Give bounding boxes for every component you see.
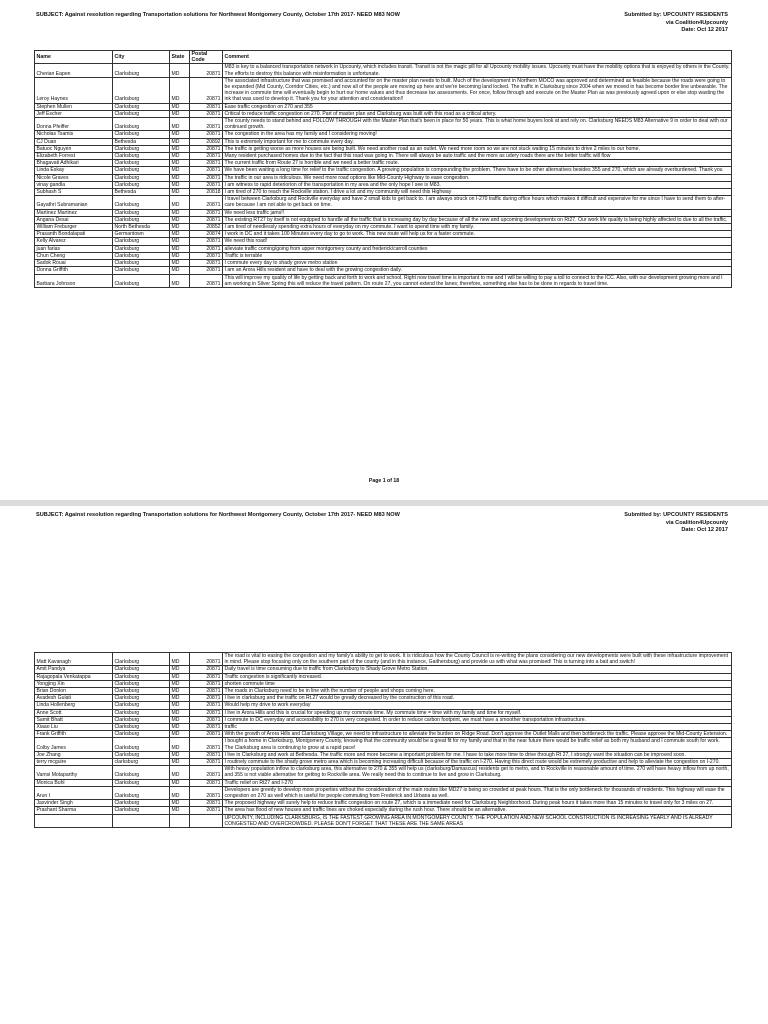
cell-comment: shorten commute time (223, 680, 732, 687)
cell-comment: The county needs to stand behind and FOLLOW THROUGH with the Master Plan that's been in place for 50 years. This is what home buyers look at and rely on. Clarksburg NEEDS M83 Alternative 9 in order to deal with our continued growth. (223, 118, 732, 131)
cell-postal-code: 20871 (190, 103, 223, 110)
cell-city: Clarksburg (113, 216, 170, 223)
cell-name: Arun I (35, 786, 113, 799)
cell-state: MD (170, 751, 190, 758)
cell-postal-code: 20818 (190, 189, 223, 196)
cell-comment: We have been waiting a long time for relief to the traffic congestion. A growing population is compounding the problem. There have to be other alternatives besides 355 and 270, which are already overburdened. Thank you (223, 167, 732, 174)
cell-city: Clarksburg (113, 245, 170, 252)
table-row (35, 153, 732, 160)
cell-state: MD (170, 724, 190, 731)
cell-state: MD (170, 181, 190, 188)
cell-state: MD (170, 209, 190, 216)
cell-city: Clarksburg (113, 800, 170, 807)
cell-name: Bhagavati Adhikari (35, 160, 113, 167)
cell-name: Gayathri Subramanian (35, 196, 113, 209)
cell-city: Clarksburg (113, 118, 170, 131)
cell-name: Prashant Sharma (35, 807, 113, 814)
cell-postal-code: 20871 (190, 666, 223, 673)
cell-postal-code: 20871 (190, 759, 223, 766)
submitted-by: Submitted by: UPCOUNTY RESIDENTS (624, 512, 728, 518)
table-row (35, 231, 732, 238)
cell-postal-code: 20871 (190, 274, 223, 287)
cell-comment: I am an Arora Hills resident and have to deal with the growing congestion daily. (223, 267, 732, 274)
cell-name: Cherian Eapen (35, 64, 113, 77)
cell-state: MD (170, 695, 190, 702)
cell-state: MD (170, 800, 190, 807)
table-row (35, 666, 732, 673)
cell-city: Clarksburg (113, 174, 170, 181)
column-header-name: Name (35, 51, 113, 64)
cell-name: juan farias (35, 245, 113, 252)
cell-city: Clarksburg (113, 688, 170, 695)
cell-postal-code: 20871 (190, 209, 223, 216)
cell-name: Matt Kavanagh (35, 653, 113, 666)
cell-postal-code: 20871 (190, 786, 223, 799)
cell-name: Joe Zhang (35, 751, 113, 758)
cell-postal-code: 20871 (190, 702, 223, 709)
cell-postal-code: 20871 (190, 131, 223, 138)
cell-name: Xiaao Liu (35, 724, 113, 731)
cell-city: Clarksburg (113, 695, 170, 702)
cell-postal-code: 20871 (190, 245, 223, 252)
cell-postal-code: 20871 (190, 160, 223, 167)
cell-city: Clarksburg (113, 738, 170, 751)
cell-comment: The traffic is getting worse as more houses are being built. We need another road as an outlet. We need more room so we are not stuck waiting 15 minutes to drive 2 miles to our home. (223, 145, 732, 152)
submitted-via: via Coalition4Upcounty (665, 519, 728, 526)
cell-name: Stephen Mullen (35, 103, 113, 110)
table-row (35, 724, 732, 731)
cell-postal-code: 20852 (190, 224, 223, 231)
subject-line: SUBJECT: Against resolution regarding Transportation solutions for Northwest Montgomery County, October 17th 2017- NEED M83 NOW (36, 512, 400, 518)
cell-comment: Traffic relief on Rt27 and I-270 (223, 779, 732, 786)
cell-name (35, 814, 113, 827)
submitted-via: via Coalition4Upcounty (665, 19, 728, 26)
cell-name: Colby James (35, 738, 113, 751)
cell-state: MD (170, 103, 190, 110)
cell-city: Clarksburg (113, 666, 170, 673)
cell-comment: I am tired of needlessly spending extra hours of everyday on my commute. I want to spend time with my family. (223, 224, 732, 231)
cell-state: MD (170, 260, 190, 267)
table-row (35, 196, 732, 209)
cell-postal-code: 20871 (190, 174, 223, 181)
cell-state: MD (170, 731, 190, 738)
cell-name: Jeff Escher (35, 110, 113, 117)
table-row (35, 653, 732, 666)
column-header-postal-code: Postal Code (190, 51, 223, 64)
cell-name: Batuoc Nguyen (35, 145, 113, 152)
cell-state: MD (170, 216, 190, 223)
cell-comment: With the growth of Arora Hills and Clarksburg Village, we need to infrastructure to alleviate the burden on Ridge Road. Don't approve the Outlet Malls and then bottleneck the traffic. Please approve the Mid-County Extension. (223, 731, 732, 738)
cell-name: Subhash S (35, 189, 113, 196)
cell-comment: With heavy population inflow to clarksburg area, this alternative to 270 & 355 will help us (clarksburg/Damascus) residents get to metro, and to Rockville in reasonable amount of time. 270 will have heavy inflow from up north, and 355 is not viable alternative for getting to Rockville area. We really need this to continue to live and grow in Clarksburg. (223, 766, 732, 779)
cell-postal-code (190, 814, 223, 827)
cell-postal-code: 20871 (190, 688, 223, 695)
cell-city: Bethesda (113, 138, 170, 145)
comments-table-page-2 (34, 652, 732, 828)
cell-state: MD (170, 688, 190, 695)
cell-city: Bethesda (113, 189, 170, 196)
table-row (35, 800, 732, 807)
table-row (35, 181, 732, 188)
table-row (35, 814, 732, 827)
cell-state: MD (170, 238, 190, 245)
table-row (35, 252, 732, 259)
cell-comment: I commute every day to shady grove metro station (223, 260, 732, 267)
cell-name: Prasanth Bondalapati (35, 231, 113, 238)
cell-comment: This will improve my quality of life by getting back and forth to work and school. Right now travel time is important to me and I will be willing to pay a toll to connect to the ICC. Also, with our development growing more and I am working in Silver Spring this will reduce the travel pattern. On route 27, you cannot extend the lanes; therefore, something else has to be done in regards to travel time. (223, 274, 732, 287)
cell-comment: Traffic congestion is significantly increased. (223, 673, 732, 680)
cell-city: North Bethesda (113, 224, 170, 231)
cell-city: Clarksburg (113, 267, 170, 274)
cell-name: Kelly Alvarez (35, 238, 113, 245)
cell-state: MD (170, 759, 190, 766)
cell-comment: I live in clarksburg and the traffic on Rt.27 would be greatly decreased by the construction of this road. (223, 695, 732, 702)
cell-state: MD (170, 673, 190, 680)
cell-state: MD (170, 160, 190, 167)
cell-city: Clarksburg (113, 252, 170, 259)
cell-comment: The congestion in the area has my family and I considering moving! (223, 131, 732, 138)
cell-city: clarksburg (113, 759, 170, 766)
cell-comment: Daily travel is time consuming due to traffic from Clarksburg to Shady Grove Metro Station. (223, 666, 732, 673)
table-row (35, 751, 732, 758)
table-row (35, 224, 732, 231)
cell-city: Clarksburg (113, 274, 170, 287)
table-row (35, 103, 732, 110)
cell-name: Yongjing Xin (35, 680, 113, 687)
cell-city: Clarksburg (113, 724, 170, 731)
cell-comment: We need less traffic jams!! (223, 209, 732, 216)
cell-comment: The proposed highway will surely help to reduce traffic congestion on route 27, which is a immediate need for Clarksburg Neighborhood. During peak hours it takes more than 15 minutes to travel only for 3 miles on 27. (223, 800, 732, 807)
table-body-page-2 (35, 653, 732, 828)
cell-city: Clarksburg (113, 209, 170, 216)
table-header-row (35, 51, 732, 64)
cell-state: MD (170, 653, 190, 666)
table-row (35, 779, 732, 786)
cell-city: Clarksburg (113, 238, 170, 245)
cell-name: Nicole Graves (35, 174, 113, 181)
cell-postal-code: 20871 (190, 118, 223, 131)
cell-comment: The road is vital to easing the congestion and my family's ability to get to work. It is ridiculous how the County Council is re-writing the plans considering our new developments were built with these infrastructure improvement in mind. Please stop focusing only on the southern part of the county (and in this instance, Gaithersburg) and provide us with what was promised! This is turning into a bait and switch! (223, 653, 732, 666)
cell-name: Brian Donlon (35, 688, 113, 695)
cell-postal-code: 20871 (190, 800, 223, 807)
submission-date: Date: Oct 12 2017 (681, 27, 728, 34)
cell-name: Frank Griffith (35, 731, 113, 738)
subject-line: SUBJECT: Against resolution regarding Transportation solutions for Northwest Montgomery County, October 17th 2017- NEED M83 NOW (36, 12, 400, 18)
cell-comment: I live in Clarksburg and work at Bethesda. The traffic more and more become a important problem for me. I have to take more time to drive through Rt 27, I strongly want the situation can be improved soon. (223, 751, 732, 758)
cell-postal-code: 20871 (190, 751, 223, 758)
cell-state: MD (170, 174, 190, 181)
cell-name: Jasvinder Singh (35, 800, 113, 807)
cell-name: CJ Duan (35, 138, 113, 145)
cell-postal-code: 20892 (190, 138, 223, 145)
table-row (35, 731, 732, 738)
cell-comment: Ease traffic congestion on 270 and 355 (223, 103, 732, 110)
cell-city: Clarksburg (113, 196, 170, 209)
cell-comment: Would help my drive to work everyday (223, 702, 732, 709)
cell-name: Linda Eskay (35, 167, 113, 174)
cell-state (170, 814, 190, 827)
cell-comment: I work in DC and it takes 100 Minutes every day to go to work. This new route will help us for a faster commute. (223, 231, 732, 238)
table-row (35, 64, 732, 77)
table-row (35, 174, 732, 181)
cell-postal-code: 20871 (190, 252, 223, 259)
cell-city: Clarksburg (113, 160, 170, 167)
cell-postal-code: 20871 (190, 738, 223, 751)
cell-comment: I travel between Clarksburg and Rockville everyday and have 2 small kids to get back to. I am always struck on I-270 traffic during office hours which makes it difficult and expensive for me since I have to send them to after-care because I am not able to get back on time. (223, 196, 732, 209)
cell-postal-code: 20871 (190, 680, 223, 687)
cell-name: Elizabeth Forrest (35, 153, 113, 160)
cell-city: Clarksburg (113, 260, 170, 267)
cell-comment: The area has flood of new houses and traffic lines are choked especially during the rush hour. There should be an alternative. (223, 807, 732, 814)
table-row (35, 807, 732, 814)
submission-info (548, 12, 728, 35)
cell-city: Clarksburg (113, 131, 170, 138)
cell-state: MD (170, 786, 190, 799)
cell-comment: This is extremely important for me to commute every day. (223, 138, 732, 145)
cell-comment: I am tired of 270 to reach the Rockville station. I drive a lot and my community will need this Highway (223, 189, 732, 196)
cell-comment: traffic (223, 724, 732, 731)
cell-name: terry mcguire (35, 759, 113, 766)
document-page-1 (0, 0, 768, 500)
submitted-by: Submitted by: UPCOUNTY RESIDENTS (624, 12, 728, 18)
cell-comment: I bought a home in Clarksburg, Montgomery County, knowing that the community would be a great fit for my family and that in the near future there would be traffic relief as both my husband and I commute south for work. The Clarksburg area is continuing to grow at a rapid pace! (223, 738, 732, 751)
cell-name: Rajagopala Venkatappa (35, 673, 113, 680)
table-row (35, 145, 732, 152)
table-row (35, 118, 732, 131)
cell-postal-code: 20871 (190, 779, 223, 786)
cell-state: MD (170, 267, 190, 274)
cell-name: Donna Pfeiffer (35, 118, 113, 131)
submission-info (548, 512, 728, 535)
cell-city: Clarksburg (113, 680, 170, 687)
cell-state: MD (170, 766, 190, 779)
cell-postal-code: 20871 (190, 267, 223, 274)
cell-state: MD (170, 716, 190, 723)
cell-postal-code: 20871 (190, 110, 223, 117)
cell-comment: The associated infrastructure that was promised and accounted for on the master plan needs to built. Much of the development in Northern MOCO was approved and determined as feasible because the roads were going to be expanded (Mid County, Corridor Cities, etc.) and now all of the people are moving up here and we're becoming land locked. The traffic in Clarksburg since 2004 when we moved in has become border line unbearable. The increase in commute time will eventually begin to hurt our home values and thus decrease tax assessments. For once, follow through and execute on the Master Plan as was previously agreed upon or else stop wasting the ink that was used to develop it. Thank you for your attention and consideration!! (223, 77, 732, 103)
cell-postal-code: 20871 (190, 77, 223, 103)
cell-city: Clarksburg (113, 786, 170, 799)
cell-state: MD (170, 77, 190, 103)
cell-comment: The traffic in our area is ridiculous. We need more road options like Mid-County Highway to ease congestion. (223, 174, 732, 181)
cell-postal-code: 20871 (190, 673, 223, 680)
table-row (35, 688, 732, 695)
table-row (35, 766, 732, 779)
cell-postal-code: 20871 (190, 238, 223, 245)
table-row (35, 702, 732, 709)
cell-postal-code: 20871 (190, 216, 223, 223)
cell-state: MD (170, 738, 190, 751)
cell-comment: alleviate traffic coming/going from upper montgomery county and frederick/carroll counties (223, 245, 732, 252)
cell-name: Angana Desai (35, 216, 113, 223)
cell-name: vinay gandla (35, 181, 113, 188)
table-row (35, 238, 732, 245)
cell-city: Clarksburg (113, 766, 170, 779)
cell-state: MD (170, 231, 190, 238)
cell-city: Clarksburg (113, 181, 170, 188)
cell-postal-code: 20871 (190, 716, 223, 723)
cell-state: MD (170, 274, 190, 287)
cell-city: Clarksburg (113, 709, 170, 716)
cell-state: MD (170, 680, 190, 687)
cell-state: MD (170, 224, 190, 231)
cell-comment: I am witness to rapid deteriorion of the transportation in my area and the only hope I see is M83. (223, 181, 732, 188)
cell-name: Nicholas Tsamis (35, 131, 113, 138)
cell-comment: Critical to reduce traffic congestion on 270. Part of master plan and Clarksburg was built with this road as a critical artery. (223, 110, 732, 117)
cell-name: Avadesh Gulati (35, 695, 113, 702)
cell-comment: I live in Arora Hills and this is crucial for speeding up my commute time. My commute time = time with my family and time for myself. (223, 709, 732, 716)
cell-postal-code: 20871 (190, 196, 223, 209)
cell-postal-code: 20871 (190, 167, 223, 174)
cell-postal-code: 20871 (190, 153, 223, 160)
cell-city (113, 814, 170, 827)
cell-city: Clarksburg (113, 716, 170, 723)
cell-name: William Freburger (35, 224, 113, 231)
cell-name: Chun Cheng (35, 252, 113, 259)
table-row (35, 245, 732, 252)
cell-name: Leroy Haynes (35, 77, 113, 103)
cell-name: Donna Griffith (35, 267, 113, 274)
table-row (35, 738, 732, 751)
table-row (35, 695, 732, 702)
comments-table-page-1 (34, 50, 732, 288)
cell-comment: The roads in Clarksburg need to be in line with the number of people and shops coming here. (223, 688, 732, 695)
cell-city: Clarksburg (113, 145, 170, 152)
cell-state: MD (170, 167, 190, 174)
cell-state: MD (170, 779, 190, 786)
cell-city: Clarksburg (113, 731, 170, 738)
cell-state: MD (170, 110, 190, 117)
cell-state: MD (170, 118, 190, 131)
cell-comment: The existing RT27 by itself is not equipped to handle all the traffic that is increasing day by day because of all the new and upcoming developments on Rt27. Our work life quality is being highly affected to due to all the traffic. (223, 216, 732, 223)
cell-comment: UPCOUNTY, INCLUDING CLARKSBURG, IS THE FASTEST GROWING AREA IN MONTGOMERY COUNTY. THE POPULATION AND NEW SCHOOL CONSTRUCTION IS INCREASING YEARLY AND IS ALREADY CONGESTED AND OVERCROWDED. PLEASE DON'T FORGET THAT THESE ARE THE SAME AREAS (223, 814, 732, 827)
cell-state: MD (170, 138, 190, 145)
cell-state: MD (170, 131, 190, 138)
cell-state: MD (170, 153, 190, 160)
cell-city: Clarksburg (113, 653, 170, 666)
cell-postal-code: 20871 (190, 695, 223, 702)
cell-postal-code: 20871 (190, 807, 223, 814)
cell-city: Clarksburg (113, 807, 170, 814)
cell-postal-code: 20871 (190, 64, 223, 77)
table-row (35, 189, 732, 196)
table-row (35, 209, 732, 216)
cell-postal-code: 20871 (190, 181, 223, 188)
column-header-city: City (113, 51, 170, 64)
table-row (35, 260, 732, 267)
cell-name: Linda Hollenberg (35, 702, 113, 709)
table-row (35, 786, 732, 799)
cell-state: MD (170, 145, 190, 152)
cell-name: Samit Bhatt (35, 716, 113, 723)
cell-state: MD (170, 807, 190, 814)
column-header-state: State (170, 51, 190, 64)
page-number: Page 1 of 18 (368, 478, 400, 484)
table-row (35, 138, 732, 145)
cell-comment: We need this road! (223, 238, 732, 245)
cell-city: Clarksburg (113, 103, 170, 110)
table-row (35, 160, 732, 167)
table-row (35, 77, 732, 103)
cell-comment: I routinely commute to the shady grove metro area which is becoming increasing difficult because of the traffic on I-270. Having this direct route would be extremely productive and help to alleviate the congestion on I-270. (223, 759, 732, 766)
cell-comment: M83 is key to a balanced transportation network in Upcounty, which includes transit. Transit is not the magic pill for all Upcounty mobility issues. Upcounty must have the mobility options that is enjoyed by others in the County. The efforts to destroy this balance with misinformation is unfortunate. (223, 64, 732, 77)
table-row (35, 709, 732, 716)
cell-state: MD (170, 702, 190, 709)
table-row (35, 267, 732, 274)
cell-name: Anne Scott (35, 709, 113, 716)
cell-postal-code: 20871 (190, 731, 223, 738)
table-row (35, 680, 732, 687)
cell-name: Amit Pandya (35, 666, 113, 673)
table-row (35, 110, 732, 117)
cell-city: Clarksburg (113, 751, 170, 758)
cell-postal-code: 20871 (190, 145, 223, 152)
table-row (35, 759, 732, 766)
cell-comment: Developers are greedy to develop more properties without the consideration of the main routes like MD27 is being so crowded at peak hours. That is the only bottleneck for thousands of residents. This highway will ease the congestion on 270 as well which is useful for people commuting from Frederick and Urbana as well. (223, 786, 732, 799)
cell-city: Clarksburg (113, 110, 170, 117)
cell-name: Monica Buhl (35, 779, 113, 786)
cell-name: Sadok Rouai (35, 260, 113, 267)
cell-postal-code: 20874 (190, 231, 223, 238)
cell-postal-code: 20871 (190, 709, 223, 716)
table-row (35, 216, 732, 223)
cell-state: MD (170, 709, 190, 716)
table-row (35, 274, 732, 287)
cell-city: Clarksburg (113, 779, 170, 786)
cell-city: Clarksburg (113, 153, 170, 160)
cell-name: Vamsi Motaparthy (35, 766, 113, 779)
cell-name: Barbara Johnson (35, 274, 113, 287)
cell-state: MD (170, 252, 190, 259)
document-page-2 (0, 506, 768, 1024)
cell-state: MD (170, 196, 190, 209)
table-row (35, 716, 732, 723)
cell-postal-code: 20871 (190, 653, 223, 666)
cell-comment: Traffic is terrable (223, 252, 732, 259)
table-row (35, 131, 732, 138)
table-body-page-1 (35, 64, 732, 288)
cell-city: Clarksburg (113, 673, 170, 680)
cell-city: Clarksburg (113, 702, 170, 709)
cell-postal-code: 20871 (190, 766, 223, 779)
cell-city: Clarksburg (113, 77, 170, 103)
cell-state: MD (170, 64, 190, 77)
table-row (35, 673, 732, 680)
cell-comment: Many resident purchased homes due to the fact that this road was going in. There will always be auto traffic and the more as udery roads there are the better traffic will flow (223, 153, 732, 160)
table-row (35, 167, 732, 174)
cell-comment: The current traffic from Route 27 is horrible and we need a better traffic route. (223, 160, 732, 167)
cell-state: MD (170, 666, 190, 673)
cell-city: Clarksburg (113, 167, 170, 174)
column-header-comment: Comment (223, 51, 732, 64)
submission-date: Date: Oct 12 2017 (681, 527, 728, 534)
cell-name: Martinez Martinez (35, 209, 113, 216)
cell-city: Clarksburg (113, 64, 170, 77)
cell-state: MD (170, 245, 190, 252)
cell-postal-code: 20871 (190, 260, 223, 267)
cell-postal-code: 20871 (190, 724, 223, 731)
cell-comment: I commute to DC everyday and accessibility to 270 is very congested. In order to reduce carbon footprint, we must have a smoother transportation infrastructure. (223, 716, 732, 723)
cell-city: Germantown (113, 231, 170, 238)
cell-state: MD (170, 189, 190, 196)
